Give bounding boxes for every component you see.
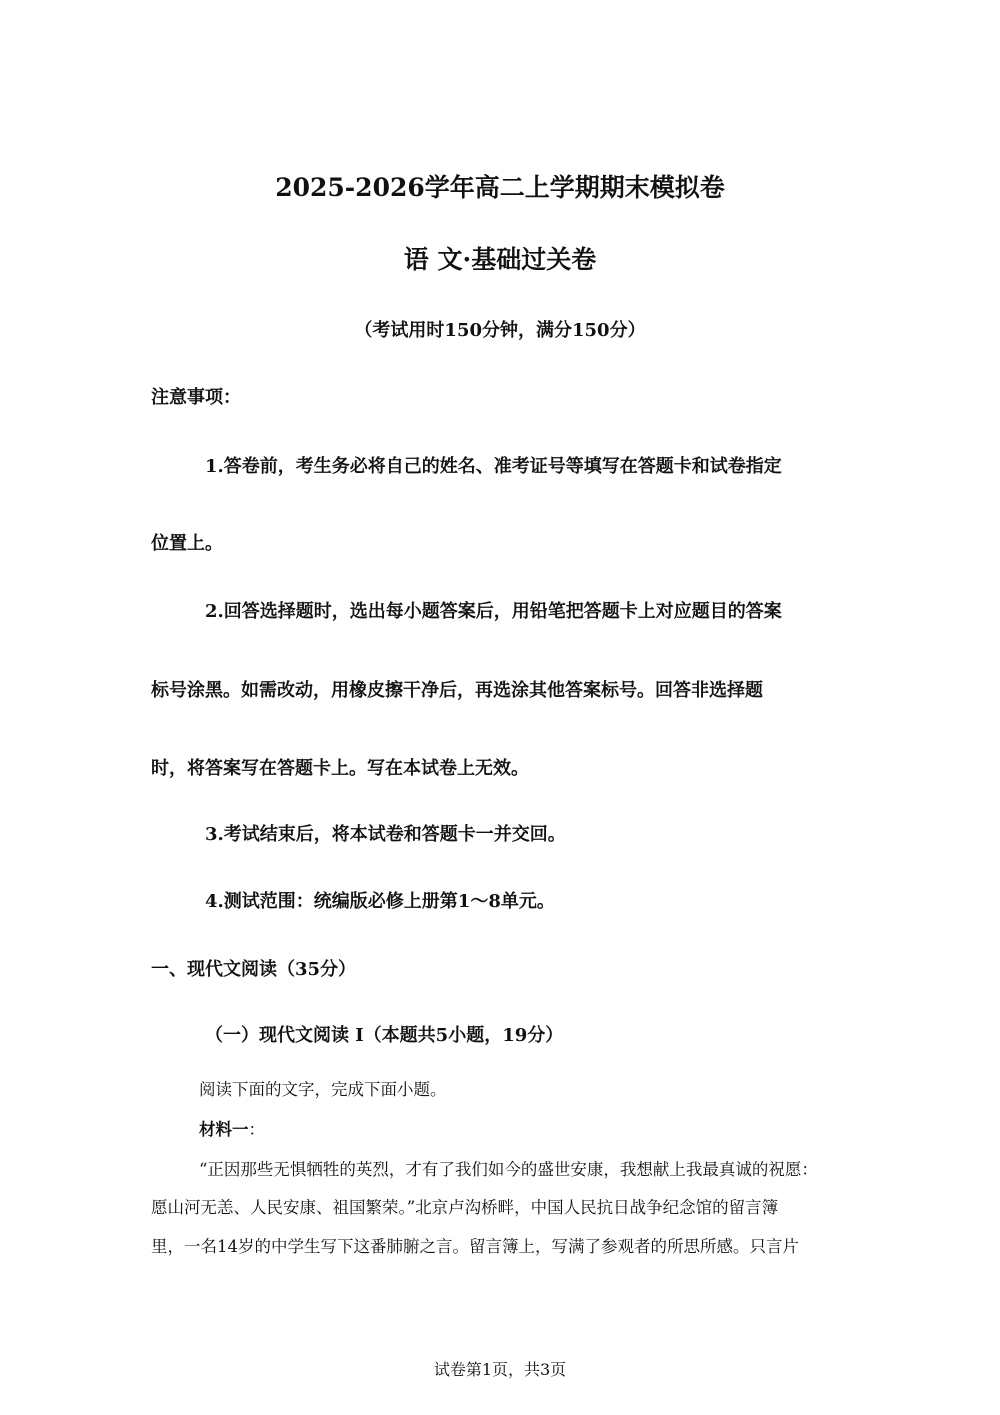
notice-item-2-line-1: 2.回答选择题时，选出每小题答案后，用铅笔把答题卡上对应题目的答案 bbox=[205, 601, 782, 622]
material-label-line bbox=[199, 1116, 265, 1140]
exam-duration-info: （考试用时150分钟，满分150分） bbox=[354, 320, 646, 341]
page-footer: 试卷第1页，共3页 bbox=[433, 1360, 567, 1379]
exam-title: 2025-2026学年高二上学期期末模拟卷 bbox=[275, 173, 725, 202]
notice-item-2-line-3: 时，将答案写在答题卡上。写在本试卷上无效。 bbox=[151, 758, 529, 779]
material-label: 材料一 bbox=[199, 1120, 249, 1139]
material-label-colon: ： bbox=[248, 1120, 265, 1139]
notice-item-3: 3.考试结束后，将本试卷和答题卡一并交回。 bbox=[205, 824, 566, 845]
exam-subject-title: 语 文·基础过关卷 bbox=[403, 245, 597, 274]
material-paragraph-line-1: “正因那些无惧牺牲的英烈，才有了我们如今的盛世安康，我想献上我最真诚的祝愿： bbox=[199, 1160, 818, 1179]
section-1-heading: 一、现代文阅读（35分） bbox=[151, 959, 357, 980]
material-paragraph-line-3: 里，一名14岁的中学生写下这番肺腑之言。留言簿上，写满了参观者的所思所感。只言片 bbox=[151, 1237, 799, 1256]
material-paragraph-line-2: 愿山河无恙、人民安康、祖国繁荣。”北京卢沟桥畔，中国人民抗日战争纪念馆的留言簿 bbox=[151, 1198, 779, 1217]
notice-item-1-line-2: 位置上。 bbox=[151, 533, 223, 554]
notice-heading: 注意事项： bbox=[151, 387, 241, 408]
notice-item-1-line-1: 1.答卷前，考生务必将自己的姓名、准考证号等填写在答题卡和试卷指定 bbox=[205, 456, 782, 477]
reading-instruction: 阅读下面的文字，完成下面小题。 bbox=[199, 1080, 447, 1099]
notice-item-4: 4.测试范围：统编版必修上册第1～8单元。 bbox=[205, 891, 555, 912]
section-1-sub-heading: （一）现代文阅读 I（本题共5小题，19分） bbox=[205, 1025, 564, 1046]
notice-item-2-line-2: 标号涂黑。如需改动，用橡皮擦干净后，再选涂其他答案标号。回答非选择题 bbox=[151, 680, 763, 701]
